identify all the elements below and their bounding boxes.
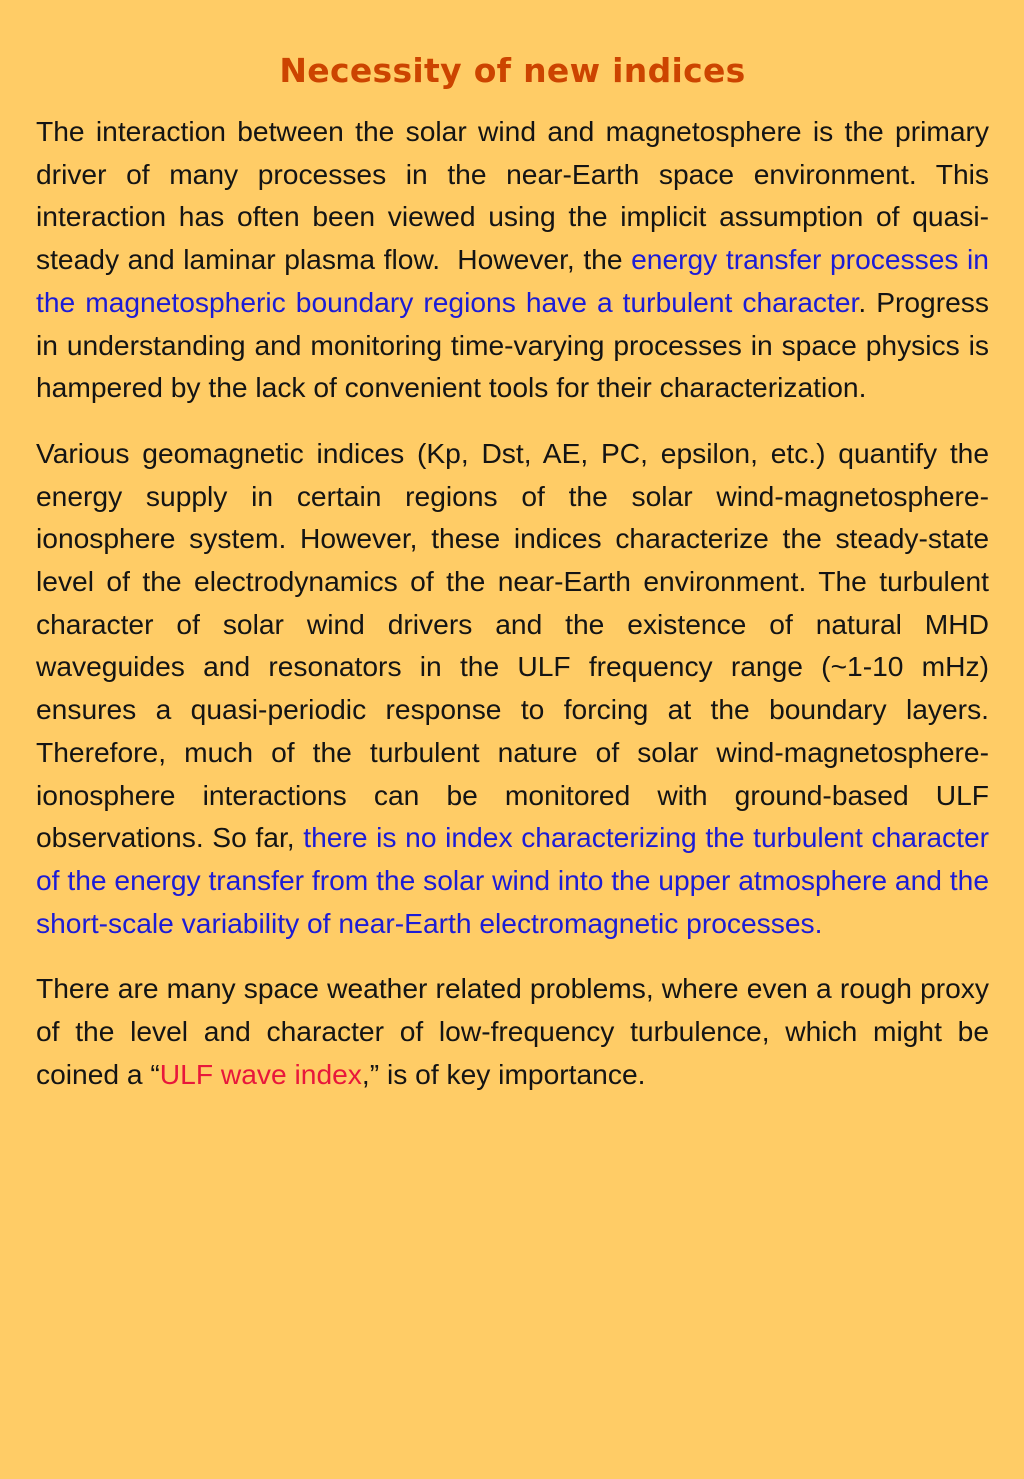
paragraph-2-highlight: there is no index characterizing the turbulent character of the energy transfer from the solar wind into the upper atmosphere and the short-scale variability of near-Earth electromagnetic processes. (36, 821, 990, 939)
paragraph-2-text-a: Various geomagnetic indices (Kp, Dst, AE, PC, epsilon, etc.) quantify the energy supply in certain regions of the solar wind-magnetosphere-ionosphere system. However, these indices characterize the steady-state level of the electrodynamics of the near-Earth environment. The turbulent character of solar wind drivers and the existence of natural MHD waveguides and resonators in the ULF frequency range (~1-10 mHz) ensures a quasi-periodic response to forcing at the boundary layers. Therefore, much of the turbulent nature of solar wind-magnetosphere-ionosphere interactions can be monitored with ground-based ULF observations. So far, (36, 436, 989, 854)
paragraph-1 (36, 110, 989, 409)
document-page (36, 44, 989, 1118)
paragraph-3-text-c: ,” is of key importance. (361, 1057, 646, 1090)
paragraph-1-text-a: The interaction between the solar wind and magnetosphere is the primary driver of many processes in the near-Earth space environment. This interaction has often been viewed using the implicit assumption of quasi-steady and laminar plasma flow. However, the (36, 115, 989, 276)
page-title: Necessity of new indices (279, 51, 746, 90)
paragraph-3-text-a: There are many space weather related problems, where even a rough proxy of the level and character of low-frequency turbulence, which might be coined a “ (36, 972, 989, 1090)
paragraph-2 (36, 432, 989, 944)
paragraph-3-highlight: ULF wave index (159, 1057, 362, 1090)
paragraph-3 (36, 967, 989, 1095)
paragraph-1-highlight: energy transfer processes in the magnetospheric boundary regions have a turbulent character (36, 243, 989, 318)
paragraph-1-text-c: . Progress in understanding and monitoring time-varying processes in space physics is hampered by the lack of convenient tools for their characterization. (36, 285, 989, 404)
